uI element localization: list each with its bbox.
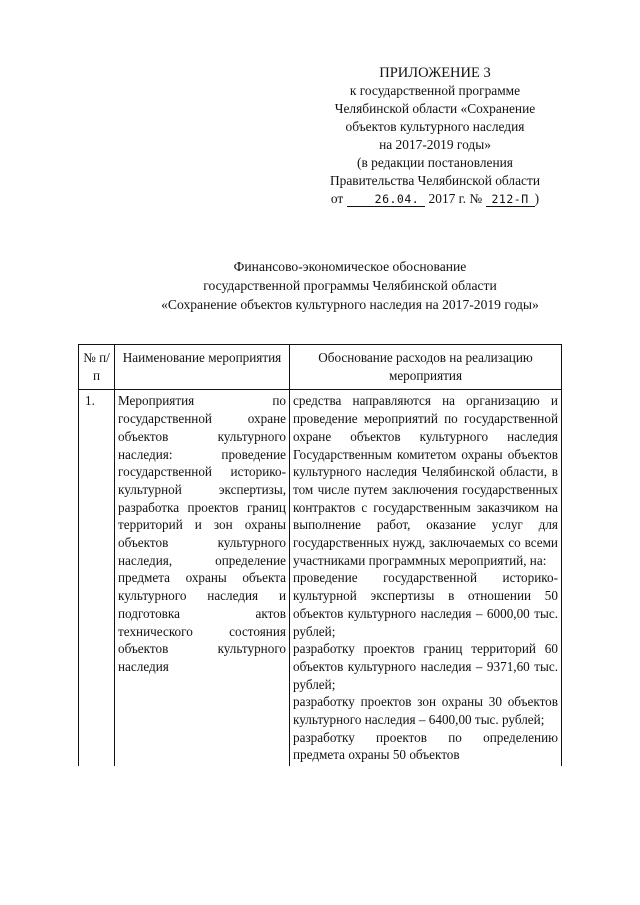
row-name: Мероприятия по государственной охране объектов культурного наследия: проведение государственной историко-культурной экспертизы, разработка проектов границ территорий и зон охраны объектов культурного наследия, определение предмета охраны объекта культурного наследия и подготовка актов технического состояния объектов культурного наследия <box>115 390 290 766</box>
title-line-1: Финансово-экономическое обоснование <box>233 259 467 274</box>
row-num: 1. <box>79 390 115 766</box>
header-justification: Обоснование расходов на реализацию мероприятия <box>290 345 562 390</box>
appendix-line-6: Правительства Челябинской области <box>330 173 540 188</box>
header-num: № п/п <box>79 345 115 390</box>
year-text: 2017 г. № <box>428 191 483 206</box>
justification-paragraph-4: разработку проектов зон охраны 30 объектов культурного наследия – 6400,00 тыс. рублей; <box>293 694 558 728</box>
appendix-heading: ПРИЛОЖЕНИЕ 3 <box>379 65 491 81</box>
row-justification <box>290 390 562 766</box>
justification-paragraph-2: проведение государственной историко-культурной экспертизы в отношении 50 объектов культурного наследия – 6000,00 тыс. рублей; <box>293 570 558 639</box>
number-stamp: 212-П <box>486 192 535 207</box>
appendix-line-3: объектов культурного наследия <box>345 119 525 134</box>
justification-table <box>78 344 562 766</box>
table-row <box>79 390 562 766</box>
header-name: Наименование мероприятия <box>115 345 290 390</box>
justification-paragraph-1: средства направляются на организацию и проведение мероприятий по государственной охране объектов культурного наследия Государственным комитетом охраны объектов культурного наследия Челябинской области, в том числе путем заключения государственных контрактов с государственным заказчиком на выполнение работ, оказание услуг для государственных нужд, заключаемых со всеми участниками программных мероприятий, на: <box>293 393 558 568</box>
appendix-line-4: на 2017-2019 годы» <box>379 137 491 152</box>
appendix-block <box>300 64 570 208</box>
table-header-row <box>79 345 562 390</box>
appendix-line-2: Челябинской области «Сохранение <box>334 101 536 116</box>
appendix-date-line <box>300 190 570 208</box>
justification-paragraph-5: разработку проектов по определению предмета охраны 50 объектов <box>293 729 558 763</box>
date-stamp: 26.04. <box>347 192 426 207</box>
appendix-line-1: к государственной программе <box>349 83 521 98</box>
document-title <box>100 257 600 314</box>
justification-paragraph-3: разработку проектов границ территорий 60 объектов культурного наследия – 9371,60 тыс. рублей; <box>293 641 558 692</box>
appendix-line-5: (в редакции постановления <box>357 155 513 170</box>
close-paren: ) <box>534 191 540 206</box>
from-label: от <box>330 191 344 206</box>
title-line-3: «Сохранение объектов культурного наследия на 2017-2019 годы» <box>161 297 539 312</box>
title-line-2: государственной программы Челябинской области <box>203 278 497 293</box>
